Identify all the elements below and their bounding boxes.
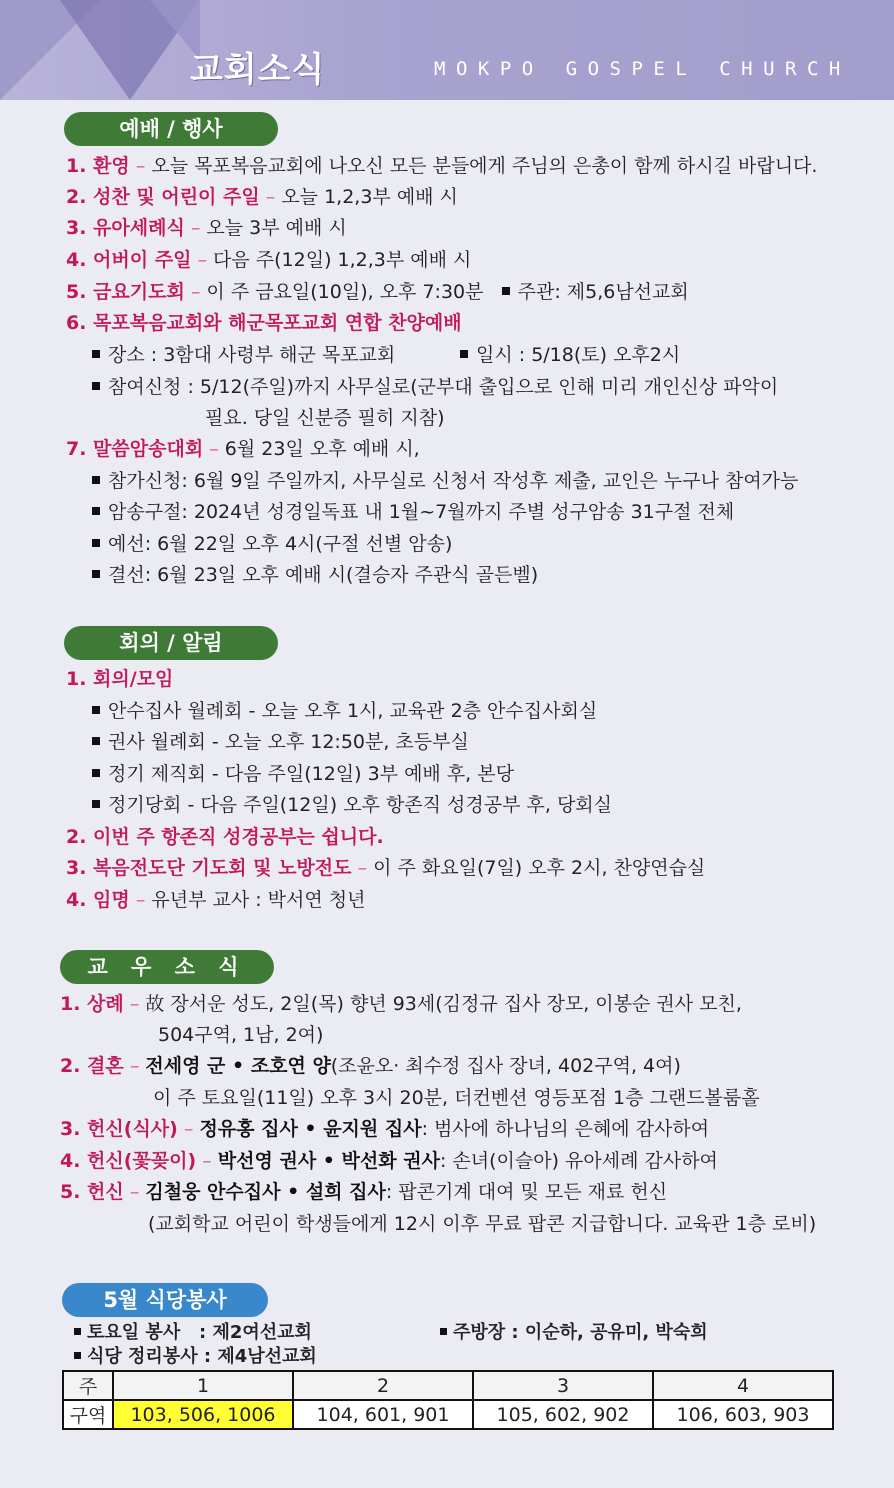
bullet-icon <box>74 1352 81 1359</box>
page-title: 교회소식 <box>190 50 326 90</box>
members-item-4: 4. 헌신(꽃꽂이) – 박선영 권사 • 박선화 권사: 손녀(이슬아) 유아세례 감사하여 <box>60 1150 718 1172</box>
members-item-5-cont: (교회학교 어린이 학생들에게 12시 이후 무료 팝콘 지급합니다. 교육관 1층 로비) <box>148 1213 817 1235</box>
bullet-icon <box>460 350 468 358</box>
worship-item-4: 4. 어버이 주일 – 다음 주(12일) 1,2,3부 예배 시 <box>66 249 472 271</box>
table-cell: 1 <box>113 1371 293 1400</box>
bullet-icon <box>92 350 100 358</box>
meeting-item-1-session: 정기당회 - 다음 주일(12일) 오후 항존직 성경공부 후, 당회실 <box>92 793 612 817</box>
table-header-zone: 구역 <box>63 1400 113 1429</box>
table-cell: 2 <box>293 1371 473 1400</box>
table-row <box>63 1371 833 1400</box>
worship-item-7-apply: 참가신청: 6월 9일 주일까지, 사무실로 신청서 작성후 제출, 교인은 누구나 참여가능 <box>92 469 798 493</box>
members-item-1: 1. 상례 – 故 장서운 성도, 2일(목) 향년 93세(김정규 집사 장모, 이봉순 권사 모친, <box>60 993 742 1015</box>
worship-item-6-place: 장소 : 3함대 사령부 해군 목포교회 <box>92 343 395 367</box>
table-cell: 4 <box>653 1371 833 1400</box>
worship-item-1: 1. 환영 – 오늘 목포복음교회에 나오신 모든 분들에게 주님의 은총이 함께 하시길 바랍니다. <box>66 155 818 177</box>
meeting-item-1-deacon: 안수집사 월례회 - 오늘 오후 1시, 교육관 2층 안수집사회실 <box>92 699 597 723</box>
bullet-icon <box>440 1328 447 1335</box>
meeting-item-3: 3. 복음전도단 기도회 및 노방전도 – 이 주 화요일(7일) 오후 2시, 찬양연습실 <box>66 857 706 879</box>
cafeteria-chef: 주방장 : 이순하, 공유미, 박숙희 <box>440 1318 708 1344</box>
members-item-2-cont: 이 주 토요일(11일) 오후 3시 20분, 더컨벤션 영등포점 1층 그랜드볼룸홀 <box>153 1087 760 1109</box>
bullet-icon <box>502 287 510 295</box>
bullet-icon <box>92 382 100 390</box>
table-cell: 3 <box>473 1371 653 1400</box>
cafeteria-saturday: 토요일 봉사 : 제2여선교회 <box>74 1318 312 1344</box>
meeting-item-4: 4. 임명 – 유년부 교사 : 박서연 청년 <box>66 889 366 911</box>
worship-item-7-verses: 암송구절: 2024년 성경일독표 내 1월~7월까지 주별 성구암송 31구절 전체 <box>92 500 734 524</box>
header-banner <box>0 0 894 100</box>
worship-item-6: 6. 목포복음교회와 해군목포교회 연합 찬양예배 <box>66 312 462 334</box>
members-item-1-cont: 504구역, 1남, 2여) <box>158 1024 324 1046</box>
worship-item-3: 3. 유아세례식 – 오늘 3부 예배 시 <box>66 217 347 239</box>
table-cell: 106, 603, 903 <box>653 1400 833 1429</box>
worship-item-6-date: 일시 : 5/18(토) 오후2시 <box>460 343 680 367</box>
members-item-5: 5. 헌신 – 김철웅 안수집사 • 설희 집사: 팝콘기계 대여 및 모든 재료 헌신 <box>60 1181 668 1203</box>
table-header-week: 주 <box>63 1371 113 1400</box>
meeting-item-1-council: 정기 제직회 - 다음 주일(12일) 3부 예배 후, 본당 <box>92 762 514 786</box>
cafeteria-duty-table <box>62 1370 834 1430</box>
worship-item-6-apply: 참여신청 : 5/12(주일)까지 사무실로(군부대 출입으로 인해 미리 개인신상 파악이 <box>92 375 778 399</box>
worship-item-7: 7. 말씀암송대회 – 6월 23일 오후 예배 시, <box>66 438 420 460</box>
bullet-icon <box>92 570 100 578</box>
section-label-members: 교 우 소 식 <box>60 950 274 984</box>
bullet-icon <box>92 737 100 745</box>
meeting-item-1-elder: 권사 월례회 - 오늘 오후 12:50분, 초등부실 <box>92 730 469 754</box>
worship-item-7-final: 결선: 6월 23일 오후 예배 시(결승자 주관식 골든벨) <box>92 563 538 587</box>
worship-item-7-prelim: 예선: 6월 22일 오후 4시(구절 선별 암송) <box>92 532 452 556</box>
bullet-icon <box>74 1328 81 1335</box>
bullet-icon <box>92 476 100 484</box>
worship-item-2: 2. 성찬 및 어린이 주일 – 오늘 1,2,3부 예배 시 <box>66 186 458 208</box>
bullet-icon <box>92 769 100 777</box>
church-name: MOKPO GOSPEL CHURCH <box>434 58 851 80</box>
bullet-icon <box>92 507 100 515</box>
table-cell: 105, 602, 902 <box>473 1400 653 1429</box>
section-label-worship: 예배 / 행사 <box>64 112 278 146</box>
meeting-item-2: 2. 이번 주 항존직 성경공부는 쉽니다. <box>66 826 384 848</box>
members-item-2: 2. 결혼 – 전세영 군 • 조호연 양(조윤오· 최수정 집사 장녀, 402구역, 4여) <box>60 1055 681 1077</box>
worship-item-6-apply-cont: 필요. 당일 신분증 필히 지참) <box>205 407 445 429</box>
table-cell: 104, 601, 901 <box>293 1400 473 1429</box>
meeting-item-1: 1. 회의/모임 <box>66 668 174 690</box>
bullet-icon <box>92 706 100 714</box>
cafeteria-cleanup: 식당 정리봉사 : 제4남선교회 <box>74 1342 317 1368</box>
table-row <box>63 1400 833 1429</box>
members-item-3: 3. 헌신(식사) – 정유홍 집사 • 윤지원 집사: 범사에 하나님의 은혜에 감사하여 <box>60 1118 710 1140</box>
table-cell-highlighted: 103, 506, 1006 <box>113 1400 293 1429</box>
section-label-cafeteria: 5월 식당봉사 <box>62 1283 268 1317</box>
section-label-meeting: 회의 / 알림 <box>64 626 278 660</box>
bullet-icon <box>92 800 100 808</box>
worship-item-5: 5. 금요기도회 – 이 주 금요일(10일), 오후 7:30분 주관: 제5,6남선교회 <box>66 281 689 303</box>
bullet-icon <box>92 539 100 547</box>
